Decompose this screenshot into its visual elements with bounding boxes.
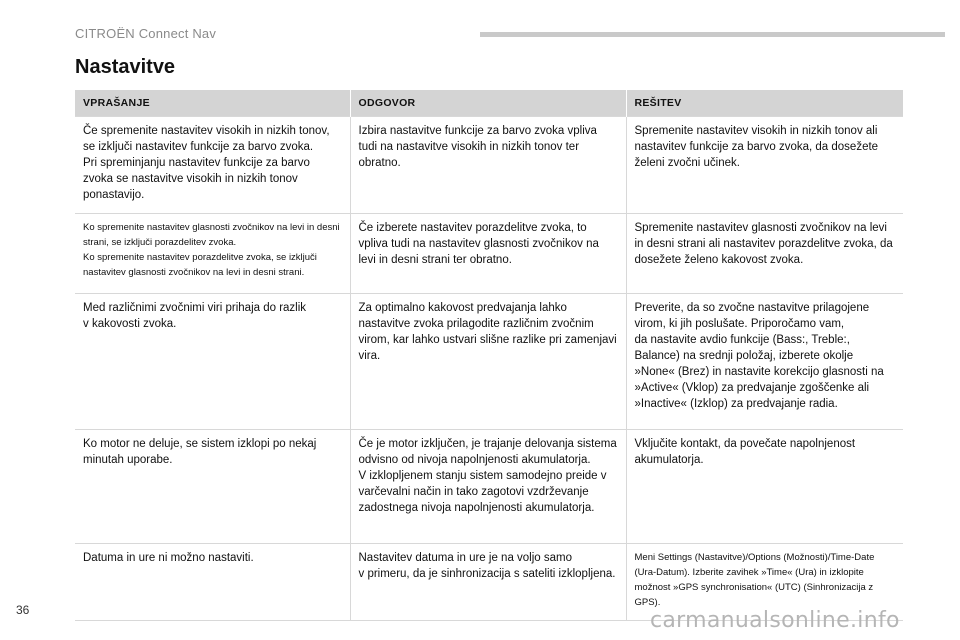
troubleshooting-table <box>75 90 903 621</box>
cell-question: Če spremenite nastavitev visokih in nizkih tonov, se izključi nastavitev funkcije za barvo zvoka. Pri spreminjanju nastavitev funkcije za barvo zvoka se nastavitve visokih in nizkih tonov ponastavijo. <box>75 117 350 214</box>
page-number: 36 <box>16 603 30 617</box>
cell-solution: Vključite kontakt, da povečate napolnjenost akumulatorja. <box>626 430 903 544</box>
cell-answer: Če je motor izključen, je trajanje delovanja sistema odvisno od nivoja napolnjenosti akumulatorja. V izklopljenem stanju sistem samodejno preide v varčevalni način in tako zagotovi vzdrževanje zadostnega nivoja napolnjenosti akumulatorja. <box>350 430 626 544</box>
table-row <box>75 294 903 430</box>
table-row <box>75 214 903 294</box>
cell-solution: Spremenite nastavitev glasnosti zvočnikov na levi in desni strani ali nastavitev porazdelitve zvoka, da dosežete želeno kakovost zvoka. <box>626 214 903 294</box>
table-row <box>75 117 903 214</box>
cell-answer: Izbira nastavitve funkcije za barvo zvoka vpliva tudi na nastavitve visokih in nizkih tonov ter obratno. <box>350 117 626 214</box>
cell-question: Datuma in ure ni možno nastaviti. <box>75 544 350 621</box>
document-header-title: CITROËN Connect Nav <box>75 26 217 41</box>
watermark-text: carmanualsonline.info <box>650 608 900 633</box>
cell-question: Ko spremenite nastavitev glasnosti zvočnikov na levi in desni strani, se izključi porazdelitev zvoka. Ko spremenite nastavitev porazdelitve zvoka, se izključi nastavitev glasnosti zvočnikov na levi in desni strani. <box>75 214 350 294</box>
column-header-solution: REŠITEV <box>626 90 903 117</box>
column-header-answer: ODGOVOR <box>350 90 626 117</box>
cell-answer: Če izberete nastavitev porazdelitve zvoka, to vpliva tudi na nastavitev glasnosti zvočnikov na levi in desni strani ter obratno. <box>350 214 626 294</box>
cell-question: Med različnimi zvočnimi viri prihaja do razlik v kakovosti zvoka. <box>75 294 350 430</box>
cell-solution: Meni Settings (Nastavitve)/Options (Možnosti)/Time-Date (Ura-Datum). Izberite zavihek »Time« (Ura) in izklopite možnost »GPS synchronisation« (UTC) (Sinhronizacija z GPS). <box>626 544 903 621</box>
table-row <box>75 430 903 544</box>
cell-solution: Preverite, da so zvočne nastavitve prilagojene virom, ki jih poslušate. Priporočamo vam, da nastavite avdio funkcije (Bass:, Treble:, Balance) na srednji položaj, izberete okolje »None« (Brez) in nastavite korekcijo glasnosti na »Active« (Vklop) za predvajanje zgoščenke ali »Inactive« (Izklop) za predvajanje radia. <box>626 294 903 430</box>
header-divider-bar <box>480 32 945 37</box>
cell-solution: Spremenite nastavitev visokih in nizkih tonov ali nastavitev funkcije za barvo zvoka, da dosežete želeni zvočni učinek. <box>626 117 903 214</box>
cell-answer: Za optimalno kakovost predvajanja lahko nastavitve zvoka prilagodite različnim zvočnim virom, kar lahko ustvari slišne razlike pri zamenjavi vira. <box>350 294 626 430</box>
cell-answer: Nastavitev datuma in ure je na voljo samo v primeru, da je sinhronizacija s sateliti izklopljena. <box>350 544 626 621</box>
page-title: Nastavitve <box>75 56 176 78</box>
cell-question: Ko motor ne deluje, se sistem izklopi po nekaj minutah uporabe. <box>75 430 350 544</box>
column-header-question: VPRAŠANJE <box>75 90 350 117</box>
table-header-row <box>75 90 903 117</box>
